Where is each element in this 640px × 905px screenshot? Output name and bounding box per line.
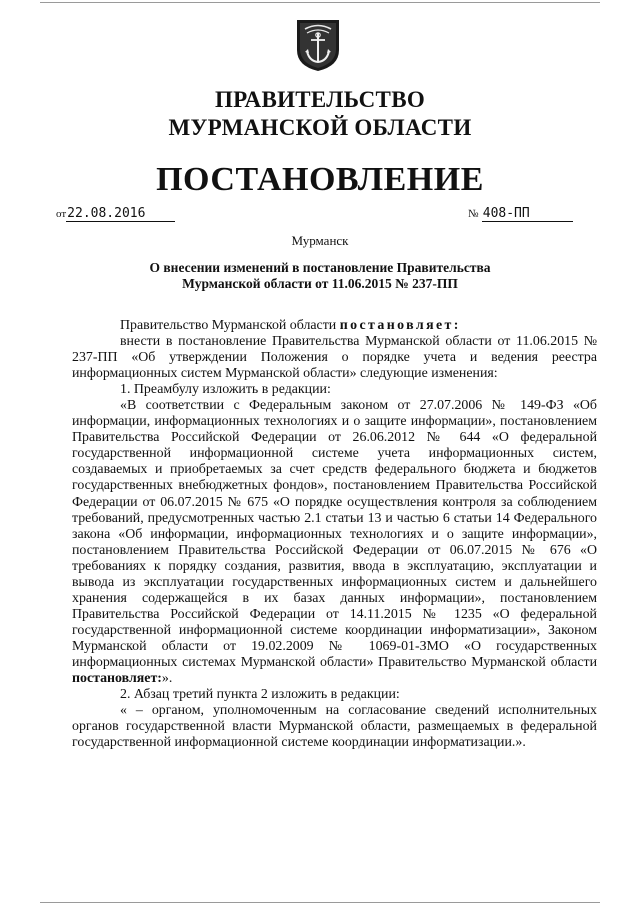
number-label: № <box>468 208 479 220</box>
date-value: 22.08.2016 <box>66 206 175 222</box>
coat-of-arms-icon <box>295 18 341 72</box>
government-name <box>0 86 640 142</box>
item-1-heading: 1. Преамбулу изложить в редакции: <box>120 382 331 398</box>
scan-edge-top <box>40 2 600 3</box>
government-line-2: МУРМАНСКОЙ ОБЛАСТИ <box>168 115 472 140</box>
document-type: ПОСТАНОВЛЕНИЕ <box>156 161 484 198</box>
item-2-text: « – органом, уполномоченным на согласование сведений исполнительных органов государственной власти Мурманской области, размещаемых в федеральной государственной информационной системе координации информатизации.». <box>72 703 597 751</box>
intro-text: Правительство Мурманской области <box>120 318 340 333</box>
document-title <box>100 260 540 292</box>
number-value: 408-ПП <box>482 206 573 222</box>
city-name: Мурманск <box>291 233 349 248</box>
government-line-1: ПРАВИТЕЛЬСТВО <box>214 87 426 112</box>
document-date <box>56 205 175 222</box>
document-number <box>468 205 573 222</box>
item-1-end: ». <box>161 671 173 687</box>
item-1-text <box>72 398 597 687</box>
item-1-resolves: постановляет: <box>72 671 162 687</box>
title-line-2: Мурманской области от 11.06.2015 № 237-ПП <box>182 276 458 291</box>
paragraph-intro: внести в постановление Правительства Мурманской области от 11.06.2015 № 237-ПП «Об утверждении Положения о порядке учета и ведения реестра информационных систем Мурманской области» следующие изменения: <box>72 334 597 382</box>
item-1-body: «В соответствии с Федеральным законом от 27.07.2006 № 149-ФЗ «Об информации, информационных технологиях и о защите информации», постановлением Правительства Российской Федерации от 26.06.2012 № 644 «О федеральной государственной информационной системе учета информационных систем, создаваемых и приобретаемых за счет средств федерального бюджета и бюджетов государственных внебюджетных фондов», постановлением Правительства Российской Федерации от 06.07.2015 № 675 «О порядке осуществления контроля за соблюдением требований, предусмотренных частью 2.1 статьи 13 и частью 6 статьи 14 Федерального закона «Об информации, информационных технологиях и о защите информации», постановлением Правительства Российской Федерации от 06.07.2015 № 676 «О требованиях к порядку создания, развития, ввода в эксплуатацию, эксплуатации и вывода из эксплуатации государственных информационных систем и дальнейшего хранения содержащейся в их базах данных информации», постановлением Правительства Российской Федерации от 14.11.2015 № 1235 «О федеральной государственной информационной системе координации информатизации», Законом Мурманской области от 19.02.2009 № 1069-01-ЗМО «О государственных информационных системах Мурманской области» Правительство Мурманской области <box>72 398 597 670</box>
document-body <box>72 318 597 751</box>
title-line-1: О внесении изменений в постановление Правительства <box>149 260 491 275</box>
intro-resolves: постановляет: <box>339 318 461 333</box>
date-label: от <box>56 208 67 220</box>
scan-edge-bottom <box>40 902 600 903</box>
item-2-heading: 2. Абзац третий пункта 2 изложить в редакции: <box>120 687 400 703</box>
resolution-intro <box>72 318 597 334</box>
